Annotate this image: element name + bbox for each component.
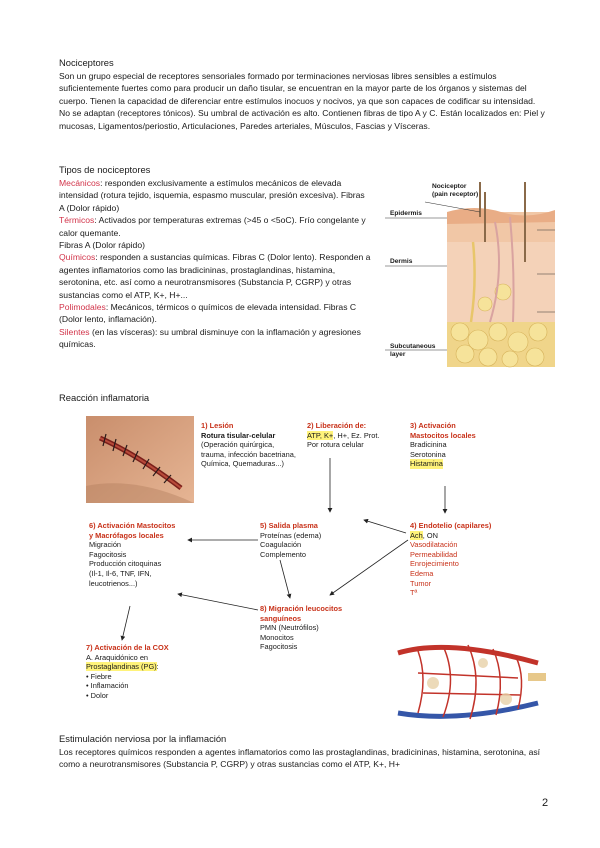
box-cox: 7) Activación de la COX A. Araquidónico en Prostaglandinas (PG): • Fiebre • Inflamación • Dolor <box>86 643 216 701</box>
nociceptor-label: Nociceptor (pain receptor) <box>432 183 479 198</box>
box-lesion: 1) Lesión Rotura tisular-celular (Operación quirúrgica, trauma, infección bacetriana, Química, Quemaduras...) <box>201 421 296 469</box>
box-migracion: 8) Migración leucocitos sanguíneos PMN (Neutrófilos) Monocitos Fagocitosis <box>260 604 343 652</box>
dermis-label: Dermis <box>390 258 413 265</box>
section-title-estimulacion: Estimulación nerviosa por la inflamación <box>59 733 227 744</box>
epidermis-label: Epidermis <box>390 210 422 217</box>
tipo-termicos: Térmicos: Activados por temperaturas extremas (>45 o <5oC). Frío congelante y calor quemante. Fibras A (Dolor rápido) <box>59 215 366 251</box>
box-endotelio: 4) Endotelio (capilares) Ach, ON Vasodilatación Permeabilidad Enrojecimiento Edema Tumor Tª <box>410 521 492 598</box>
tipo-mecanicos: Mecánicos: responden exclusivamente a estímulos mecánicos de elevada intensidad (rotura tejido, isquemia, espasmo muscular, presión excesiva). Fibras A (Dolor rápido) <box>59 178 365 213</box>
box-macrofagos: 6) Activación Mastocitos y Macrófagos locales Migración Fagocitosis Producción citoquinas (Il-1, Il-6, TNF, IFN, leucotrienos...) <box>89 521 176 588</box>
section-title-reaccion: Reacción inflamatoria <box>59 392 150 403</box>
section-title-nociceptores: Nociceptores <box>59 57 114 68</box>
subcutaneous-label: Subcutaneous layer <box>390 343 436 358</box>
section-title-tipos: Tipos de nociceptores <box>59 164 151 175</box>
tipo-polimodales: Polimodales: Mecánicos, térmicos o químicos de elevada intensidad. Fibras C (Dolor lento, inflamación). <box>59 302 357 325</box>
page-number: 2 <box>542 797 549 809</box>
nociceptores-paragraph: Son un grupo especial de receptores sensoriales formado por terminaciones nerviosas libres sensibles a estímulos suficientemente fuertes como para producir un daño tisular, se encuentran en la mayor parte de los órganos y sistemas del cuerpo. Tienen la capacidad de diferenciar entre estímulos inocuos y nocivos, ya que son capaces de codificar su intensidad. No se adaptan (receptores tónicos). Su umbral de activación es alto. Contienen fibras de tipo A y C. Están localizados en: Piel y mucosas, Ligamentos/periostio, Articulaciones, Paredes arteriales, Músculos, Fascias y Vísceras. <box>59 71 545 131</box>
box-mastocitos: 3) Activación Mastocitos locales Bradicinina Serotonina Histamina <box>410 421 476 469</box>
box-salida-plasma: 5) Salida plasma Proteínas (edema) Coagulación Complemento <box>260 521 322 559</box>
tipo-quimicos: Químicos: responden a sustancias químicas. Fibras C (Dolor lento). Responden a agentes inflamatorios como las bradicininas, prostaglandinas, histamina, serotonina, etc. así como a neurotransmisores (Substancia P, CGRP) y otras sustancias como el ATP, K+, H+... <box>59 252 371 300</box>
capillary-illustration <box>388 633 548 725</box>
box-liberacion: 2) Liberación de: ATP, K+, H+, Ez. Prot. Por rotura celular <box>307 421 380 450</box>
estimulacion-paragraph: Los receptores químicos responden a agentes inflamatorios como las prostaglandinas, bradicininas, histamina, serotonina, así como a neurotransmisores (Substancia P, CGRP) y otras sustancias como el ATP, K+, H+ <box>59 747 541 770</box>
tipo-silentes: Silentes (en las vísceras): su umbral disminuye con la inflamación y agresiones químicas. <box>59 326 361 350</box>
